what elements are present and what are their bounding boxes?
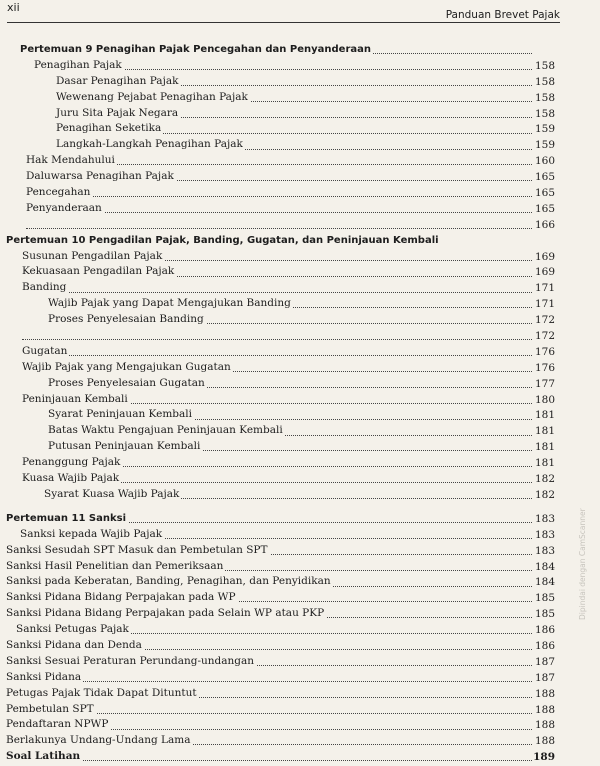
toc-entry — [0, 169, 600, 185]
toc-entry-title: Sanksi kepada Wajib Pajak — [20, 527, 164, 543]
toc-entry — [0, 376, 600, 392]
toc-entry-title: Penagihan Seketika — [56, 121, 163, 137]
toc-chapter-title: Pertemuan 9 Penagihan Pajak Pencegahan dan Penyanderaan — [20, 42, 373, 58]
toc-entry-title: Sanksi Pidana Bidang Perpajakan pada Selain WP atau PKP — [6, 606, 326, 622]
toc-entry — [0, 574, 600, 590]
toc-entry — [0, 638, 600, 654]
toc-entry — [0, 543, 600, 559]
toc-entry-page: 159 — [534, 139, 555, 152]
toc-entry — [0, 328, 600, 344]
toc-entry-page: 183 — [534, 528, 555, 541]
toc-entry-title: Wewenang Pejabat Penagihan Pajak — [56, 90, 250, 106]
toc-entry-title: Langkah-Langkah Penagihan Pajak — [56, 137, 245, 153]
toc-entry-title: Putusan Peninjauan Kembali — [48, 439, 202, 455]
toc-entry-page: 158 — [534, 107, 555, 120]
toc-entry-title: Hak Mendahului — [26, 153, 117, 169]
toc-entry-page: 187 — [534, 671, 555, 684]
toc-entry — [0, 590, 600, 606]
toc-entry-title: Susunan Pengadilan Pajak — [22, 249, 164, 265]
toc-entry-page: 172 — [534, 314, 555, 327]
toc-entry-title: Syarat Peninjauan Kembali — [48, 407, 194, 423]
toc-entry-page: 189 — [533, 751, 555, 764]
toc-entry-page: 181 — [534, 409, 555, 422]
toc-entry-title: Penyanderaan — [26, 201, 104, 217]
toc-entry — [0, 296, 600, 312]
toc-entry-title: Gugatan — [22, 344, 69, 360]
toc-entry-page: 185 — [534, 592, 555, 605]
toc-entry-page: 188 — [534, 719, 555, 732]
toc-chapter-heading — [0, 233, 600, 249]
toc-entry-page: 177 — [534, 377, 555, 390]
toc-entry — [0, 407, 600, 423]
toc-entry-page: 169 — [534, 250, 555, 263]
toc-entry — [0, 264, 600, 280]
toc-entry — [0, 344, 600, 360]
toc-entry — [0, 90, 600, 106]
toc-entry-page: 172 — [534, 330, 555, 343]
toc-entry-page: 182 — [534, 488, 555, 501]
toc-entry-page: 160 — [534, 155, 555, 168]
toc-entry — [0, 249, 600, 265]
toc-entry-title: Sanksi Hasil Penelitian dan Pemeriksaan — [6, 559, 225, 575]
toc-entry-page: 165 — [534, 171, 555, 184]
toc-entry-page: 165 — [534, 202, 555, 215]
toc-entry-title: Sanksi Sesuai Peraturan Perundang-undangan — [6, 654, 256, 670]
toc-entry — [0, 280, 600, 296]
toc-entry-title: Pencegahan — [26, 185, 92, 201]
toc-entry-title: Wajib Pajak yang Mengajukan Gugatan — [22, 360, 233, 376]
toc-entry-title: Syarat Kuasa Wajib Pajak — [44, 487, 181, 503]
toc-entry — [0, 606, 600, 622]
toc-entry-title: Sanksi pada Keberatan, Banding, Penagihan, dan Penyidikan — [6, 574, 333, 590]
toc-entry-title: Sanksi Petugas Pajak — [16, 622, 131, 638]
toc-entry — [0, 58, 600, 74]
toc-entry — [0, 439, 600, 455]
toc-entry — [0, 670, 600, 686]
toc-entry-page: 159 — [534, 123, 555, 136]
toc-entry-page: 171 — [534, 298, 555, 311]
running-title: Panduan Brevet Pajak — [445, 9, 560, 21]
toc-entry — [0, 423, 600, 439]
toc-entry-page: 158 — [534, 91, 555, 104]
toc-entry-page: 165 — [534, 187, 555, 200]
toc-entry — [0, 749, 600, 765]
toc-chapter-heading — [0, 42, 600, 58]
toc-entry-page: 183 — [534, 512, 555, 525]
toc-entry-title: Penagihan Pajak — [34, 58, 124, 74]
toc-entry — [0, 153, 600, 169]
header-rule — [7, 22, 560, 23]
toc-entry-title: Penanggung Pajak — [22, 455, 122, 471]
toc-entry-title: Proses Penyelesaian Banding — [48, 312, 206, 328]
toc-entry-title: Wajib Pajak yang Dapat Mengajukan Banding — [48, 296, 293, 312]
toc-entry-page: 176 — [534, 345, 555, 358]
toc-entry-page: 180 — [534, 393, 555, 406]
toc-entry — [0, 717, 600, 733]
toc-entry — [0, 360, 600, 376]
toc-entry-title: Kekuasaan Pengadilan Pajak — [22, 264, 176, 280]
toc-entry-page: 181 — [534, 457, 555, 470]
toc-entry — [0, 559, 600, 575]
toc-entry — [0, 471, 600, 487]
toc-chapter-heading — [0, 511, 600, 527]
toc-entry-page: 166 — [534, 218, 555, 231]
toc-entry-title: Banding — [22, 280, 68, 296]
toc-entry — [0, 106, 600, 122]
toc-entry-title: Peninjauan Kembali — [22, 392, 130, 408]
toc-chapter-title: Pertemuan 10 Pengadilan Pajak, Banding, Gugatan, dan Peninjauan Kembali — [6, 233, 441, 249]
toc-entry-title: Sanksi Pidana dan Denda — [6, 638, 144, 654]
toc-entry-title: Kuasa Wajib Pajak — [22, 471, 121, 487]
toc-entry-page: 182 — [534, 473, 555, 486]
toc-entry-page: 188 — [534, 703, 555, 716]
page-number: xii — [7, 1, 20, 14]
toc-entry-title: Dasar Penagihan Pajak — [56, 74, 180, 90]
toc-entry — [0, 392, 600, 408]
toc-entry-page: 188 — [534, 687, 555, 700]
toc-entry — [0, 702, 600, 718]
toc-entry-page: 158 — [534, 59, 555, 72]
toc-entry-title: Batas Waktu Pengajuan Peninjauan Kembali — [48, 423, 285, 439]
toc-entry — [0, 527, 600, 543]
toc-entry-title: Soal Latihan — [6, 749, 82, 765]
toc-entry-page: 169 — [534, 266, 555, 279]
toc-entry-title: Petugas Pajak Tidak Dapat Dituntut — [6, 686, 199, 702]
toc-chapter-title: Pertemuan 11 Sanksi — [6, 511, 128, 527]
toc-entry-title: Juru Sita Pajak Negara — [56, 106, 180, 122]
toc-entry-page: 184 — [534, 560, 555, 573]
toc-entry-page: 158 — [534, 75, 555, 88]
toc-entry — [0, 654, 600, 670]
toc-entry-title: Berlakunya Undang-Undang Lama — [6, 733, 192, 749]
toc-entry-title: Sanksi Sesudah SPT Masuk dan Pembetulan SPT — [6, 543, 270, 559]
toc-entry — [0, 201, 600, 217]
toc-entry — [0, 217, 600, 233]
toc-entry-page: 181 — [534, 425, 555, 438]
toc-entry — [0, 455, 600, 471]
table-of-contents — [0, 42, 600, 765]
toc-entry-title: Sanksi Pidana — [6, 670, 83, 686]
toc-entry-title: Proses Penyelesaian Gugatan — [48, 376, 207, 392]
toc-entry — [0, 74, 600, 90]
toc-entry — [0, 121, 600, 137]
toc-entry-page: 181 — [534, 441, 555, 454]
toc-entry — [0, 622, 600, 638]
toc-entry-page: 188 — [534, 735, 555, 748]
toc-entry-title: Daluwarsa Penagihan Pajak — [26, 169, 176, 185]
toc-entry-page: 184 — [534, 576, 555, 589]
toc-entry-title: Sanksi Pidana Bidang Perpajakan pada WP — [6, 590, 238, 606]
toc-entry-title: Pembetulan SPT — [6, 702, 96, 718]
toc-entry-page: 171 — [534, 282, 555, 295]
toc-entry-page: 176 — [534, 361, 555, 374]
toc-entry — [0, 312, 600, 328]
toc-entry-page: 187 — [534, 655, 555, 668]
toc-entry-title: Pendaftaran NPWP — [6, 717, 110, 733]
toc-entry-page: 186 — [534, 624, 555, 637]
toc-entry-page: 185 — [534, 608, 555, 621]
scanner-watermark: Dipindai dengan CamScanner — [578, 508, 587, 620]
toc-entry-page: 183 — [534, 544, 555, 557]
toc-entry — [0, 185, 600, 201]
toc-entry — [0, 137, 600, 153]
toc-entry — [0, 733, 600, 749]
toc-entry — [0, 487, 600, 503]
toc-entry — [0, 686, 600, 702]
toc-entry-page: 186 — [534, 639, 555, 652]
